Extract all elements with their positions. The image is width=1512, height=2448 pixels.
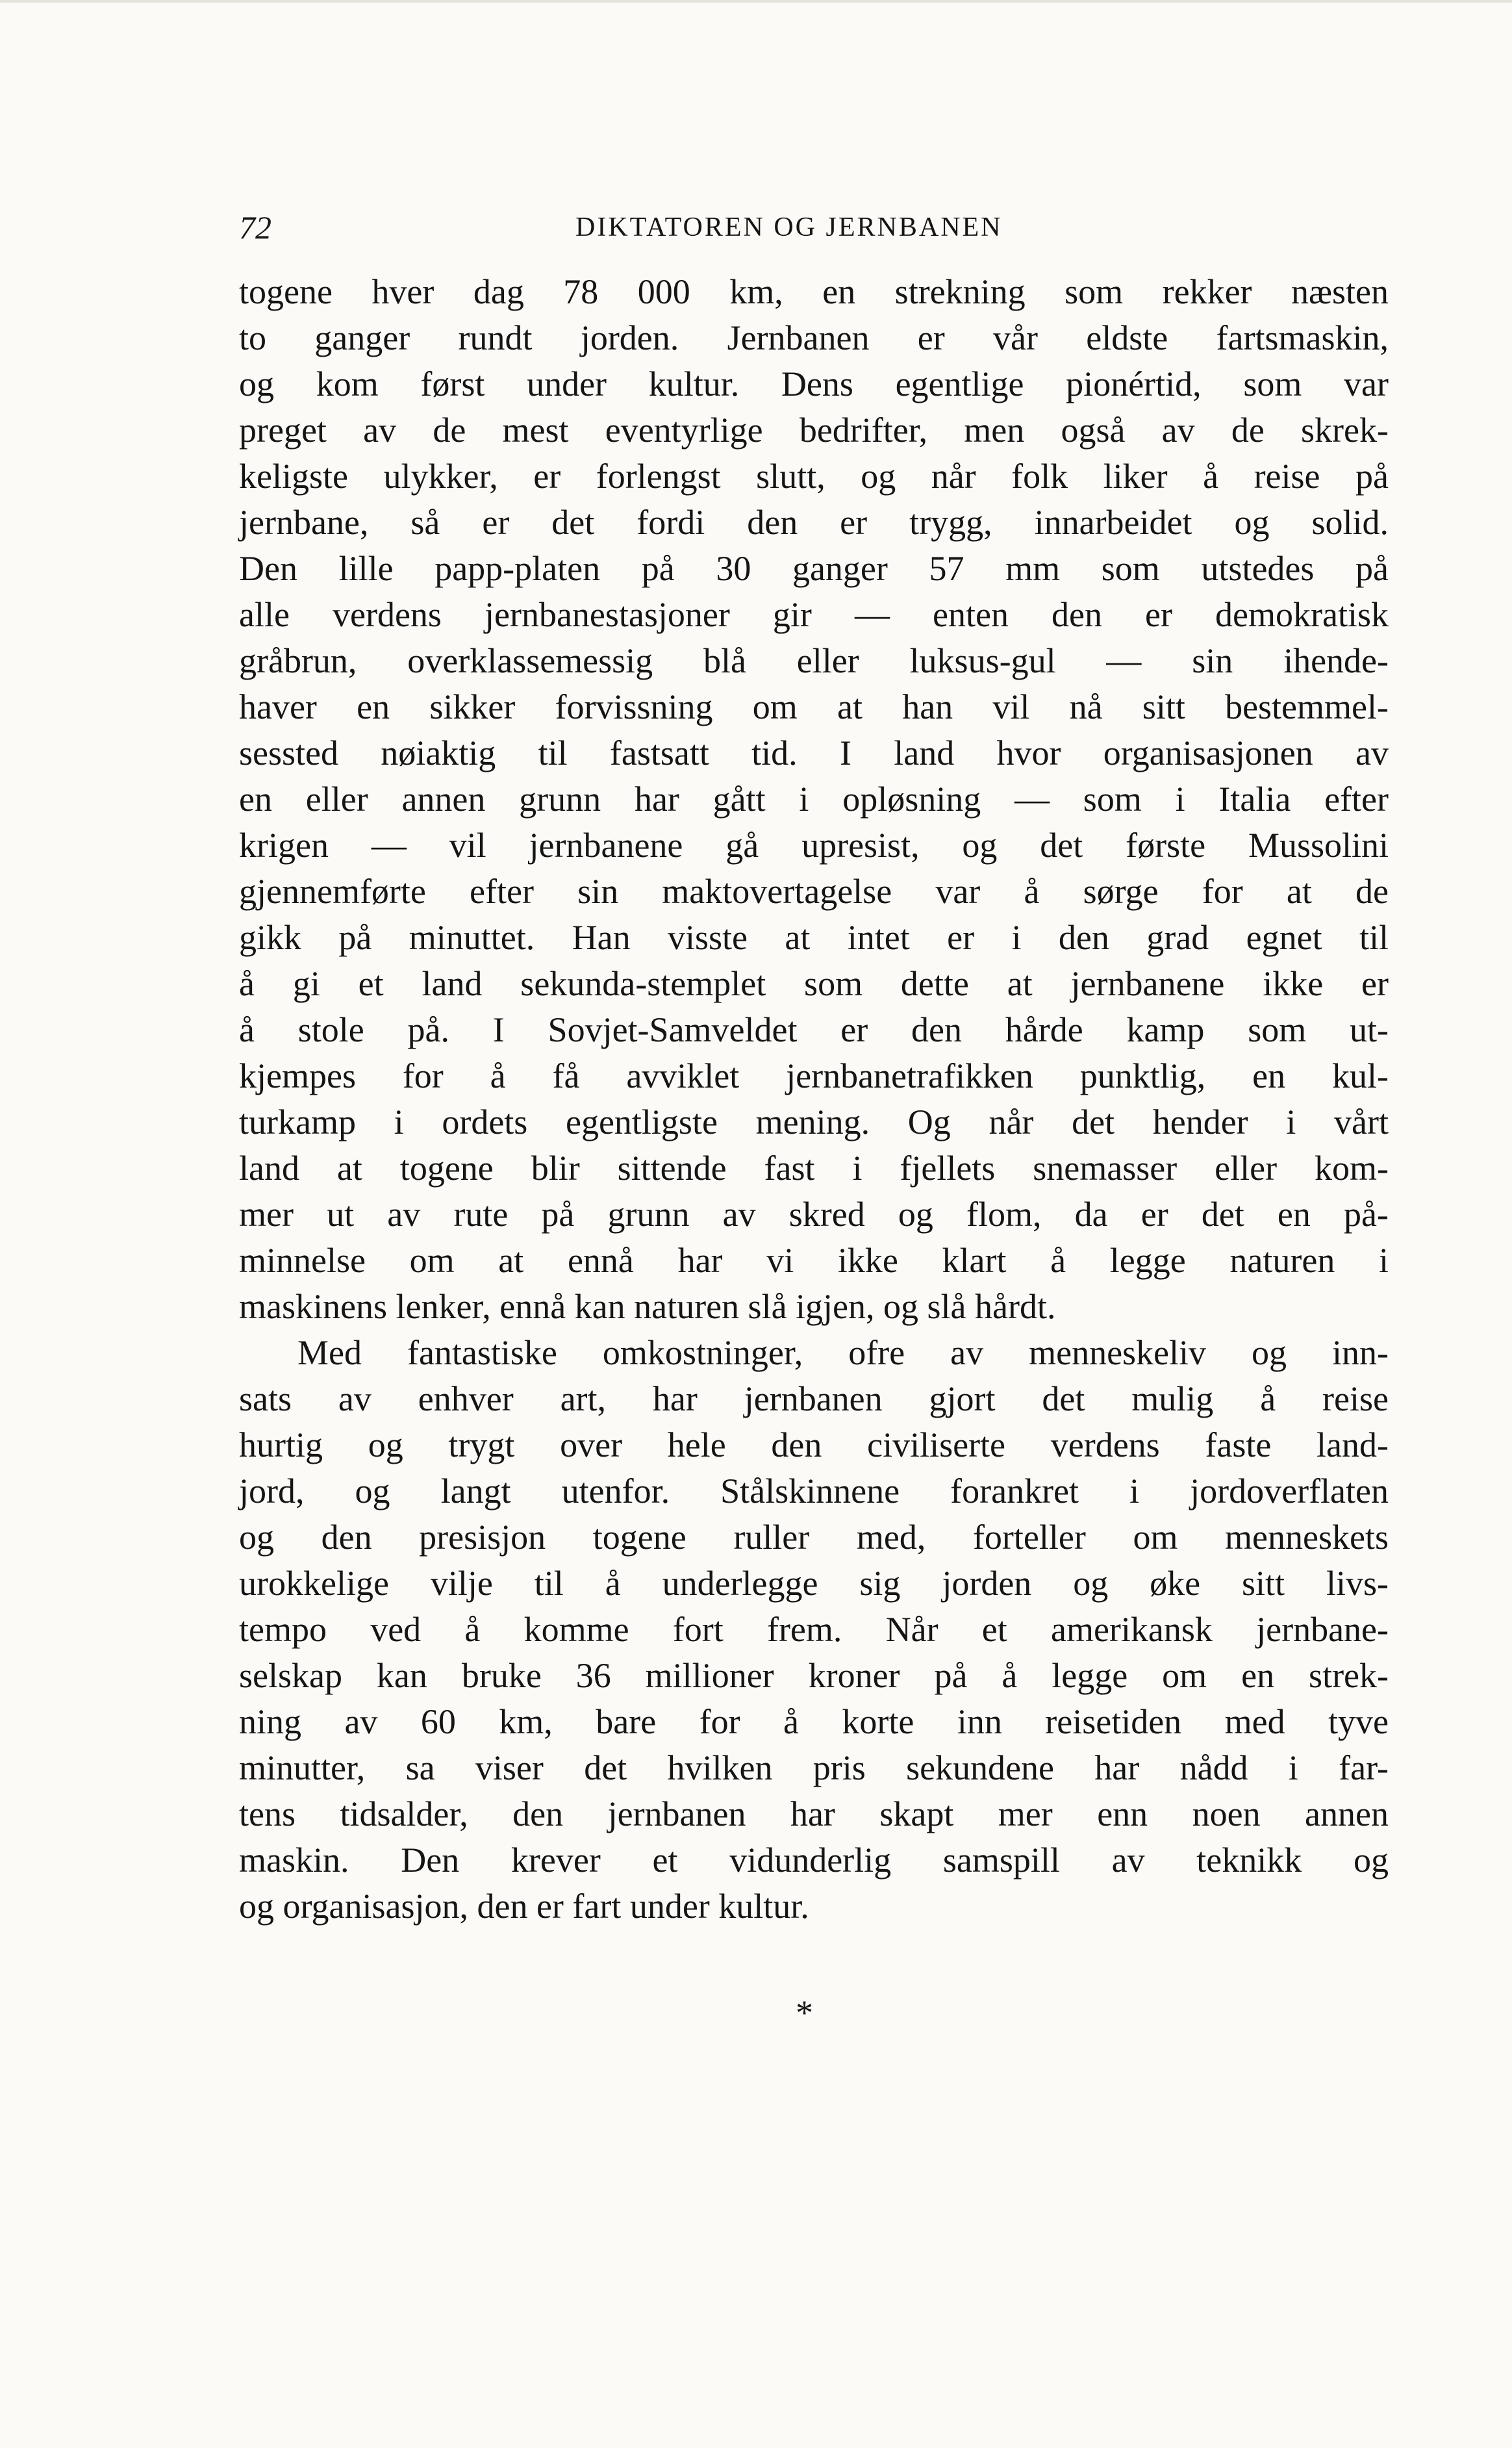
text-line: jernbane, så er det fordi den er trygg, innarbeidet og solid. <box>239 503 1389 542</box>
text-line: tempo ved å komme fort frem. Når et amerikansk jernbane- <box>239 1610 1389 1649</box>
text-line: minnelse om at ennå har vi ikke klart å legge naturen i <box>239 1241 1389 1280</box>
text-line: gikk på minuttet. Han visste at intet er i den grad egnet til <box>239 918 1389 957</box>
text-line: Med fantastiske omkostninger, ofre av menneskeliv og inn- <box>297 1333 1389 1372</box>
page-header <box>239 208 1389 247</box>
text-line: å gi et land sekunda-stemplet som dette at jernbanene ikke er <box>239 964 1389 1003</box>
text-line: maskin. Den krever et vidunderlig samspill av teknikk og <box>239 1841 1389 1880</box>
running-head: DIKTATOREN OG JERNBANEN <box>575 212 1003 242</box>
text-line: krigen — vil jernbanene gå upresist, og det første Mussolini <box>239 826 1389 865</box>
text-line: togene hver dag 78 000 km, en strekning som rekker næsten <box>239 272 1389 311</box>
text-line: keligste ulykker, er forlengst slutt, og når folk liker å reise på <box>239 457 1389 496</box>
text-line: turkamp i ordets egentligste mening. Og når det hender i vårt <box>239 1103 1389 1141</box>
text-line: og kom først under kultur. Dens egentlige pionértid, som var <box>239 364 1389 403</box>
text-line: mer ut av rute på grunn av skred og flom, da er det en på- <box>239 1195 1389 1234</box>
text-line: selskap kan bruke 36 millioner kroner på å legge om en strek- <box>239 1656 1389 1695</box>
text-line: gjennemførte efter sin maktovertagelse var å sørge for at de <box>239 872 1389 911</box>
text-line: minutter, sa viser det hvilken pris sekundene har nådd i far- <box>239 1748 1389 1787</box>
text-line: urokkelige vilje til å underlegge sig jorden og øke sitt livs- <box>239 1564 1389 1603</box>
text-line: preget av de mest eventyrlige bedrifter, men også av de skrek- <box>239 411 1389 450</box>
text-line: Den lille papp-platen på 30 ganger 57 mm som utstedes på <box>239 549 1389 588</box>
text-line: to ganger rundt jorden. Jernbanen er vår eldste fartsmaskin, <box>239 318 1389 357</box>
text-line: alle verdens jernbanestasjoner gir — enten den er demokratisk <box>239 595 1389 634</box>
text-line: sats av enhver art, har jernbanen gjort det mulig å reise <box>239 1379 1389 1418</box>
text-line: og organisasjon, den er fart under kultur. <box>239 1887 809 1926</box>
text-line: gråbrun, overklassemessig blå eller luksus-gul — sin ihende- <box>239 641 1389 680</box>
body-text <box>239 269 1389 1930</box>
text-line: jord, og langt utenfor. Stålskinnene forankret i jordoverflaten <box>239 1472 1389 1511</box>
text-line: land at togene blir sittende fast i fjellets snemasser eller kom- <box>239 1149 1389 1188</box>
text-line: kjempes for å få avviklet jernbanetrafikken punktlig, en kul- <box>239 1056 1389 1095</box>
text-line: haver en sikker forvissning om at han vil nå sitt bestemmel- <box>239 687 1389 726</box>
section-ornament: * <box>796 1993 813 2032</box>
text-line: og den presisjon togene ruller med, forteller om menneskets <box>239 1518 1389 1557</box>
text-line: tens tidsalder, den jernbanen har skapt mer enn noen annen <box>239 1794 1389 1833</box>
text-line: sessted nøiaktig til fastsatt tid. I land hvor organisasjonen av <box>239 733 1389 772</box>
page-number: 72 <box>239 209 271 246</box>
text-line: hurtig og trygt over hele den civiliserte verdens faste land- <box>239 1425 1389 1464</box>
text-line: å stole på. I Sovjet-Samveldet er den hårde kamp som ut- <box>239 1010 1389 1049</box>
text-line: en eller annen grunn har gått i opløsning — som i Italia efter <box>239 780 1389 819</box>
text-line: maskinens lenker, ennå kan naturen slå igjen, og slå hårdt. <box>239 1287 1056 1326</box>
text-line: ning av 60 km, bare for å korte inn reisetiden med tyve <box>239 1702 1389 1741</box>
